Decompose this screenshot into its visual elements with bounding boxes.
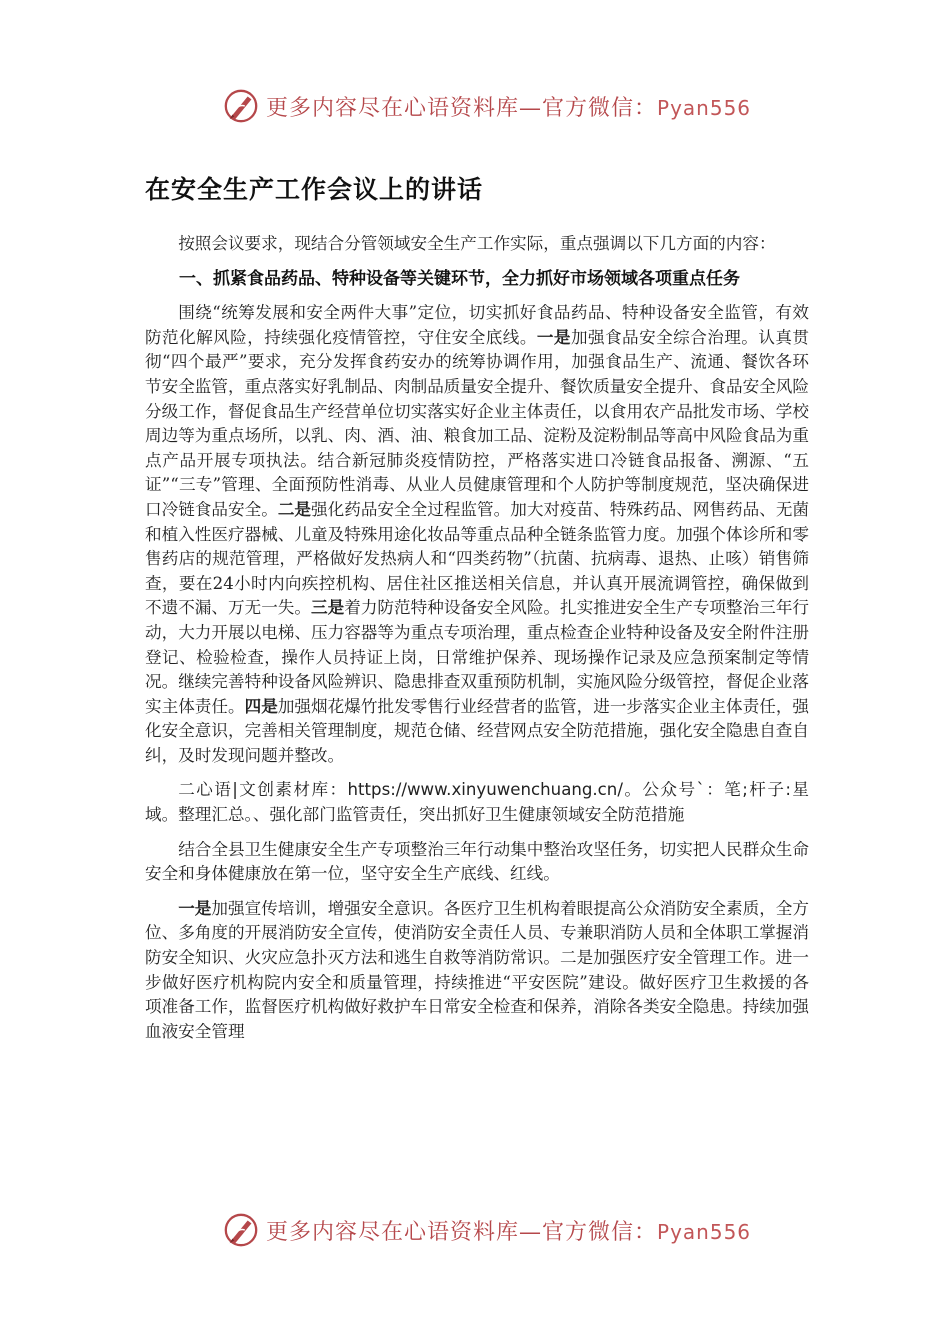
section-1-paragraph: 围绕“统筹发展和安全两件大事”定位，切实抓好食品药品、特种设备安全监管，有效防范化解风险，持续强化疫情管控，守住安全底线。一是加强食品安全综合治理。认真贯彻“四个最严”要求，充分发挥食药安办的统筹协调作用，加强食品生产、流通、餐饮各环节安全监管，重点落实好乳制品、肉制品质量安全提升、餐饮质量安全提升、食品安全风险分级工作，督促食品生产经营单位切实落实好企业主体责任，以食用农产品批发市场、学校周边等为重点场所，以乳、肉、酒、油、粮食加工品、淀粉及淀粉制品等高中风险食品为重点产品开展专项执法。结合新冠肺炎疫情防控，严格落实进口冷链食品报备、溯源、“五证”“三专”管理、全面预防性消毒、从业人员健康管理和个人防护等制度规范，坚决确保进口冷链食品安全。二是强化药品安全全过程监管。加大对疫苗、特殊药品、网售药品、无菌和植入性医疗器械、儿童及特殊用途化妆品等重点品种全链条监管力度。加强个体诊所和零售药店的规范管理，严格做好发热病人和“四类药物”（抗菌、抗病毒、退热、止咳）销售筛查，要在24小时内向疾控机构、居住社区推送相关信息，并认真开展流调管控，确保做到不遗不漏、万无一失。三是着力防范特种设备安全风险。扎实推进安全生产专项整治三年行动，大力开展以电梯、压力容器等为重点专项治理，重点检查企业特种设备及安全附件注册登记、检验检查，操作人员持证上岗，日常维护保养、现场操作记录及应急预案制定等情况。继续完善特种设备风险辨识、隐患排查双重预防机制，实施风险分级管控，督促企业落实主体责任。四是加强烟花爆竹批发零售行业经营者的监管，进一步落实企业主体责任，强化安全意识，完善相关管理制度，规范仓储、经营网点安全防范措施，强化安全隐患自查自纠，及时发现问题并整改。 bbox=[145, 303, 810, 765]
section-1-heading: 一、抓紧食品药品、特种设备等关键环节，全力抓好市场领域各项重点任务 bbox=[179, 268, 740, 289]
document-body bbox=[145, 170, 809, 1054]
section-2-paragraph: 一是加强宣传培训，增强安全意识。各医疗卫生机构着眼提高公众消防安全素质，全方位、多角度的开展消防安全宣传，使消防安全责任人员、专兼职消防人员和全体职工掌握消防安全知识、火灾应急扑灭方法和逃生自救等消防常识。二是加强医疗安全管理工作。进一步做好医疗机构院内安全和质量管理，持续推进“平安医院”建设。做好医疗卫生救援的各项准备工作，监督医疗机构做好救护车日常安全检查和保养，消除各类安全隐患。持续加强血液安全管理 bbox=[145, 898, 809, 1041]
section-2-intro: 结合全县卫生健康安全生产专项整治三年行动集中整治攻坚任务，切实把人民群众生命安全和身体健康放在第一位，坚守安全生产底线、红线。 bbox=[145, 839, 809, 884]
banner-text: 更多内容尽在心语资料库—官方微信：Pyan556 bbox=[266, 1219, 752, 1245]
marker-1: 一是 bbox=[536, 327, 571, 347]
header-banner bbox=[222, 84, 752, 128]
pen-logo-icon bbox=[222, 87, 260, 125]
marker-2: 二是 bbox=[277, 499, 312, 519]
footer-banner bbox=[222, 1208, 752, 1252]
section-2-heading-line: 二心语|文创素材库：https://www.xinyuwenchuang.cn/。公众号`：笔;杆子:星域。整理汇总。、强化部门监管责任，突出抓好卫生健康领域安全防范措施 bbox=[145, 780, 809, 825]
marker-s2-1: 一是 bbox=[178, 898, 212, 918]
pen-logo-icon bbox=[222, 1211, 260, 1249]
page-title: 在安全生产工作会议上的讲话 bbox=[145, 175, 484, 204]
marker-3: 三是 bbox=[311, 598, 345, 618]
wechat-id: Pyan556 bbox=[657, 1219, 752, 1244]
intro-paragraph: 按照会议要求，现结合分管领域安全生产工作实际，重点强调以下几方面的内容： bbox=[178, 234, 776, 253]
wechat-id: Pyan556 bbox=[657, 95, 752, 120]
banner-text: 更多内容尽在心语资料库—官方微信：Pyan556 bbox=[266, 95, 752, 121]
marker-4: 四是 bbox=[244, 696, 278, 716]
